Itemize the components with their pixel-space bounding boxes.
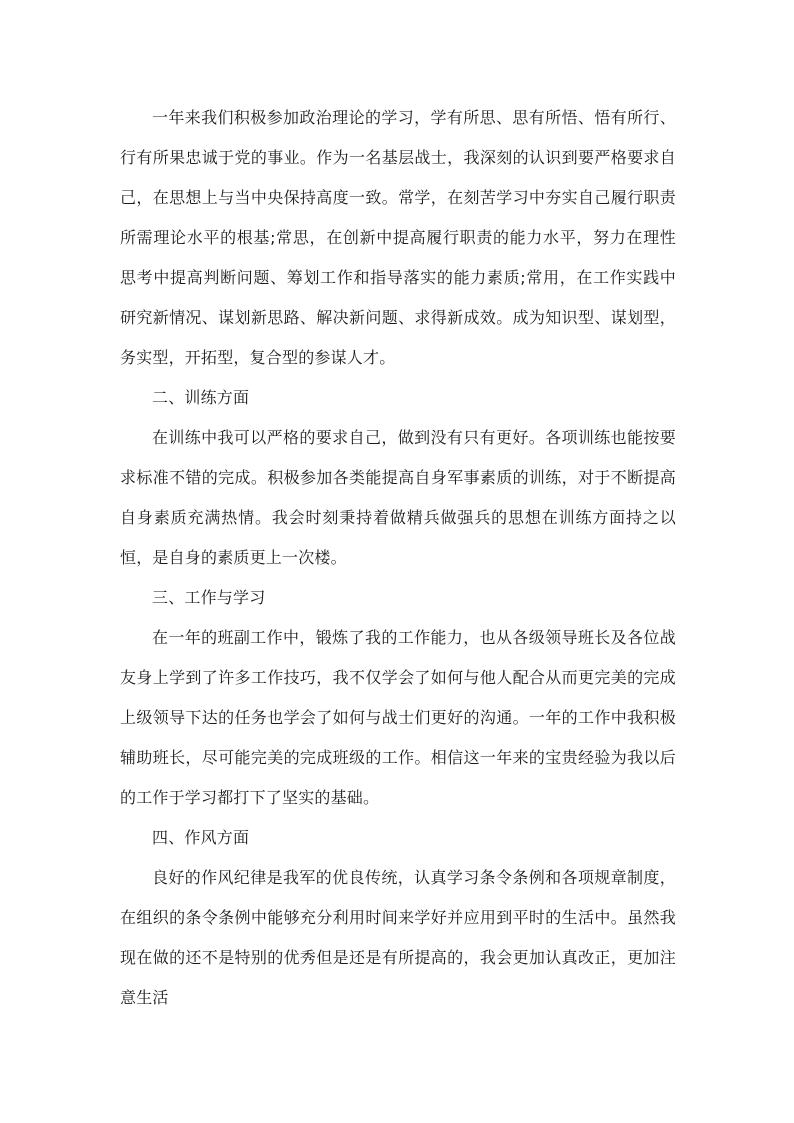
section-heading-work-study: 三、工作与学习 bbox=[152, 588, 266, 607]
paragraph-political-study: 一年来我们积极参加政治理论的学习，学有所思、思有所悟、悟有所行、行有所果忠诚于党的事业。作为一名基层战士，我深刻的认识到要严格要求自己，在思想上与当中央保持高度一致。常学，在刻苦学习中夯实自己履行职责所需理论水平的根基;常思，在创新中提高履行职责的能力水平，努力在理性思考中提高判断问题、筹划工作和指导落实的能力素质;常用，在工作实践中研究新情况、谋划新思路、解决新问题、求得新成效。成为知识型、谋划型，务实型，开拓型，复合型的参谋人才。 bbox=[120, 108, 676, 367]
section-heading-style: 四、作风方面 bbox=[152, 828, 250, 847]
document-body bbox=[120, 98, 676, 1018]
paragraph-style: 良好的作风纪律是我军的优良传统，认真学习条令条例和各项规章制度，在组织的条令条例中能够充分利用时间来学好并应用到平时的生活中。虽然我现在做的还不是特别的优秀但是还是有所提高的，我会更加认真改正，更加注意生活 bbox=[120, 868, 676, 1007]
paragraph-work-study: 在一年的班副工作中，锻炼了我的工作能力，也从各级领导班长及各位战友身上学到了许多工作技巧，我不仅学会了如何与他人配合从而更完美的完成上级领导下达的任务也学会了如何与战士们更好的沟通。一年的工作中我积极辅助班长，尽可能完美的完成班级的工作。相信这一年来的宝贵经验为我以后的工作于学习都打下了坚实的基础。 bbox=[120, 628, 676, 807]
section-heading-training: 二、训练方面 bbox=[152, 388, 250, 407]
paragraph-training: 在训练中我可以严格的要求自己，做到没有只有更好。各项训练也能按要求标准不错的完成。积极参加各类能提高自身军事素质的训练，对于不断提高自身素质充满热情。我会时刻秉持着做精兵做强兵的思想在训练方面持之以恒，是自身的素质更上一次楼。 bbox=[120, 428, 676, 567]
